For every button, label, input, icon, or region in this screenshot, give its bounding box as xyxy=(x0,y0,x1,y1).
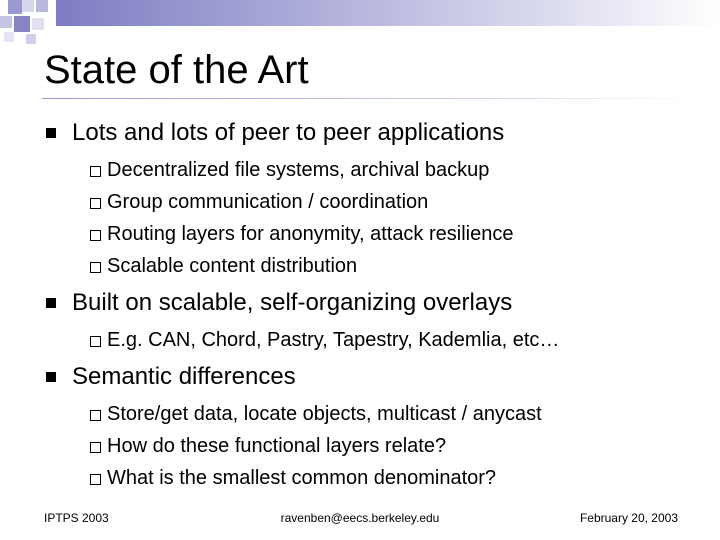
sub-bullet-item xyxy=(90,324,702,356)
sub-bullet-item xyxy=(90,186,702,218)
sub-bullet-text: E.g. CAN, Chord, Pastry, Tapestry, Kademlia, etc… xyxy=(107,329,560,351)
bullet-item xyxy=(42,282,702,324)
bullet-item xyxy=(42,112,702,154)
hollow-square-bullet-icon xyxy=(90,230,101,241)
bullet-text: Lots and lots of peer to peer applications xyxy=(72,119,505,146)
hollow-square-bullet-icon xyxy=(90,198,101,209)
sub-bullet-text: What is the smallest common denominator? xyxy=(107,467,497,489)
sub-bullet-text: Store/get data, locate objects, multicast / anycast xyxy=(107,403,542,425)
sub-bullet-item xyxy=(90,154,702,186)
sub-bullet-item xyxy=(90,250,702,282)
slide-title: State of the Art xyxy=(44,48,309,92)
title-divider xyxy=(42,98,702,99)
square-bullet-icon xyxy=(46,298,56,308)
header-gradient-bar xyxy=(56,0,720,26)
sub-bullet-item xyxy=(90,218,702,250)
slide-content xyxy=(42,112,702,494)
sub-bullet-item xyxy=(90,430,702,462)
bullet-item xyxy=(42,356,702,398)
sub-bullet-text: Decentralized file systems, archival backup xyxy=(107,159,490,181)
bullet-text: Semantic differences xyxy=(72,363,296,390)
square-bullet-icon xyxy=(46,372,56,382)
square-bullet-icon xyxy=(46,128,56,138)
sub-bullet-item xyxy=(90,462,702,494)
footer-email: ravenben@eecs.berkeley.edu xyxy=(280,511,440,525)
hollow-square-bullet-icon xyxy=(90,474,101,485)
hollow-square-bullet-icon xyxy=(90,410,101,421)
hollow-square-bullet-icon xyxy=(90,442,101,453)
corner-decoration xyxy=(0,0,60,50)
sub-bullet-text: Group communication / coordination xyxy=(107,191,429,213)
bullet-text: Built on scalable, self-organizing overlays xyxy=(72,289,513,316)
hollow-square-bullet-icon xyxy=(90,166,101,177)
footer-conference: IPTPS 2003 xyxy=(44,511,109,525)
hollow-square-bullet-icon xyxy=(90,262,101,273)
footer-date: February 20, 2003 xyxy=(579,511,678,525)
sub-bullet-text: Scalable content distribution xyxy=(107,255,358,277)
sub-bullet-text: Routing layers for anonymity, attack resilience xyxy=(107,223,514,245)
sub-bullet-text: How do these functional layers relate? xyxy=(107,435,447,457)
hollow-square-bullet-icon xyxy=(90,336,101,347)
sub-bullet-item xyxy=(90,398,702,430)
